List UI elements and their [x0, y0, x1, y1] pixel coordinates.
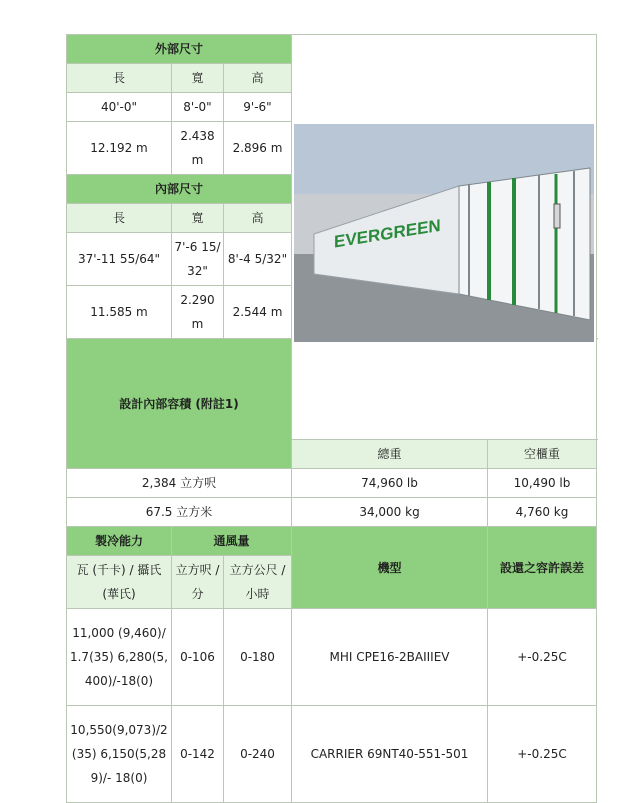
external-length-header: 長 [67, 64, 172, 93]
tolerance-carrier: +-0.25C [488, 706, 597, 803]
internal-height-metric: 2.544 m [224, 286, 292, 339]
external-height-header: 高 [224, 64, 292, 93]
external-height-metric: 2.896 m [224, 122, 292, 175]
internal-length-imperial: 37'-11 55/64" [67, 233, 172, 286]
external-height-imperial: 9'-6" [224, 93, 292, 122]
vent-cmh-header: 立方公尺 / 小時 [224, 556, 292, 609]
gross-weight-header: 總重 [292, 440, 488, 469]
vent-cmh-carrier: 0-240 [224, 706, 292, 803]
external-dimensions-title: 外部尺寸 [67, 35, 292, 64]
gross-weight-kg: 34,000 kg [292, 498, 488, 527]
internal-width-imperial: 7'-6 15/32" [172, 233, 224, 286]
evergreen-logo: EVERGREEN [334, 215, 441, 252]
cooling-unit-header: 瓦 (千卡) / 攝氏 (華氏) [67, 556, 172, 609]
external-width-imperial: 8'-0" [172, 93, 224, 122]
internal-width-metric: 2.290 m [172, 286, 224, 339]
capacity-cubic-feet: 2,384 立方呎 [67, 469, 292, 498]
internal-length-metric: 11.585 m [67, 286, 172, 339]
internal-height-imperial: 8'-4 5/32" [224, 233, 292, 286]
cooling-capacity-carrier: 10,550(9,073)/2 (35) 6,150(5,289)/- 18(0) [67, 706, 172, 803]
external-length-imperial: 40'-0" [67, 93, 172, 122]
cooling-capacity-mhi: 11,000 (9,460)/1.7(35) 6,280(5,400)/-18(0) [67, 609, 172, 706]
internal-width-header: 寬 [172, 204, 224, 233]
vent-cfm-carrier: 0-142 [172, 706, 224, 803]
model-title: 機型 [292, 527, 488, 609]
cooling-capacity-title: 製冷能力 [67, 527, 172, 556]
internal-height-header: 高 [224, 204, 292, 233]
tolerance-mhi: +-0.25C [488, 609, 597, 706]
container-spec-table [66, 34, 597, 803]
capacity-title: 設計內部容積 (附註1) [67, 339, 292, 469]
tare-weight-lb: 10,490 lb [488, 469, 597, 498]
tare-weight-kg: 4,760 kg [488, 498, 597, 527]
vent-cmh-mhi: 0-180 [224, 609, 292, 706]
external-length-metric: 12.192 m [67, 122, 172, 175]
gross-weight-lb: 74,960 lb [292, 469, 488, 498]
internal-dimensions-title: 內部尺寸 [67, 175, 292, 204]
container-photo [292, 35, 597, 440]
vent-cfm-mhi: 0-106 [172, 609, 224, 706]
ventilation-title: 通風量 [172, 527, 292, 556]
vent-cfm-header: 立方呎 / 分 [172, 556, 224, 609]
model-mhi: MHI CPE16-2BAIIIEV [292, 609, 488, 706]
tare-weight-header: 空櫃重 [488, 440, 597, 469]
capacity-cubic-meters: 67.5 立方米 [67, 498, 292, 527]
external-width-header: 寬 [172, 64, 224, 93]
model-carrier: CARRIER 69NT40-551-501 [292, 706, 488, 803]
external-width-metric: 2.438 m [172, 122, 224, 175]
reefer-container-image [294, 124, 594, 342]
internal-length-header: 長 [67, 204, 172, 233]
tolerance-title: 設還之容許誤差 [488, 527, 597, 609]
